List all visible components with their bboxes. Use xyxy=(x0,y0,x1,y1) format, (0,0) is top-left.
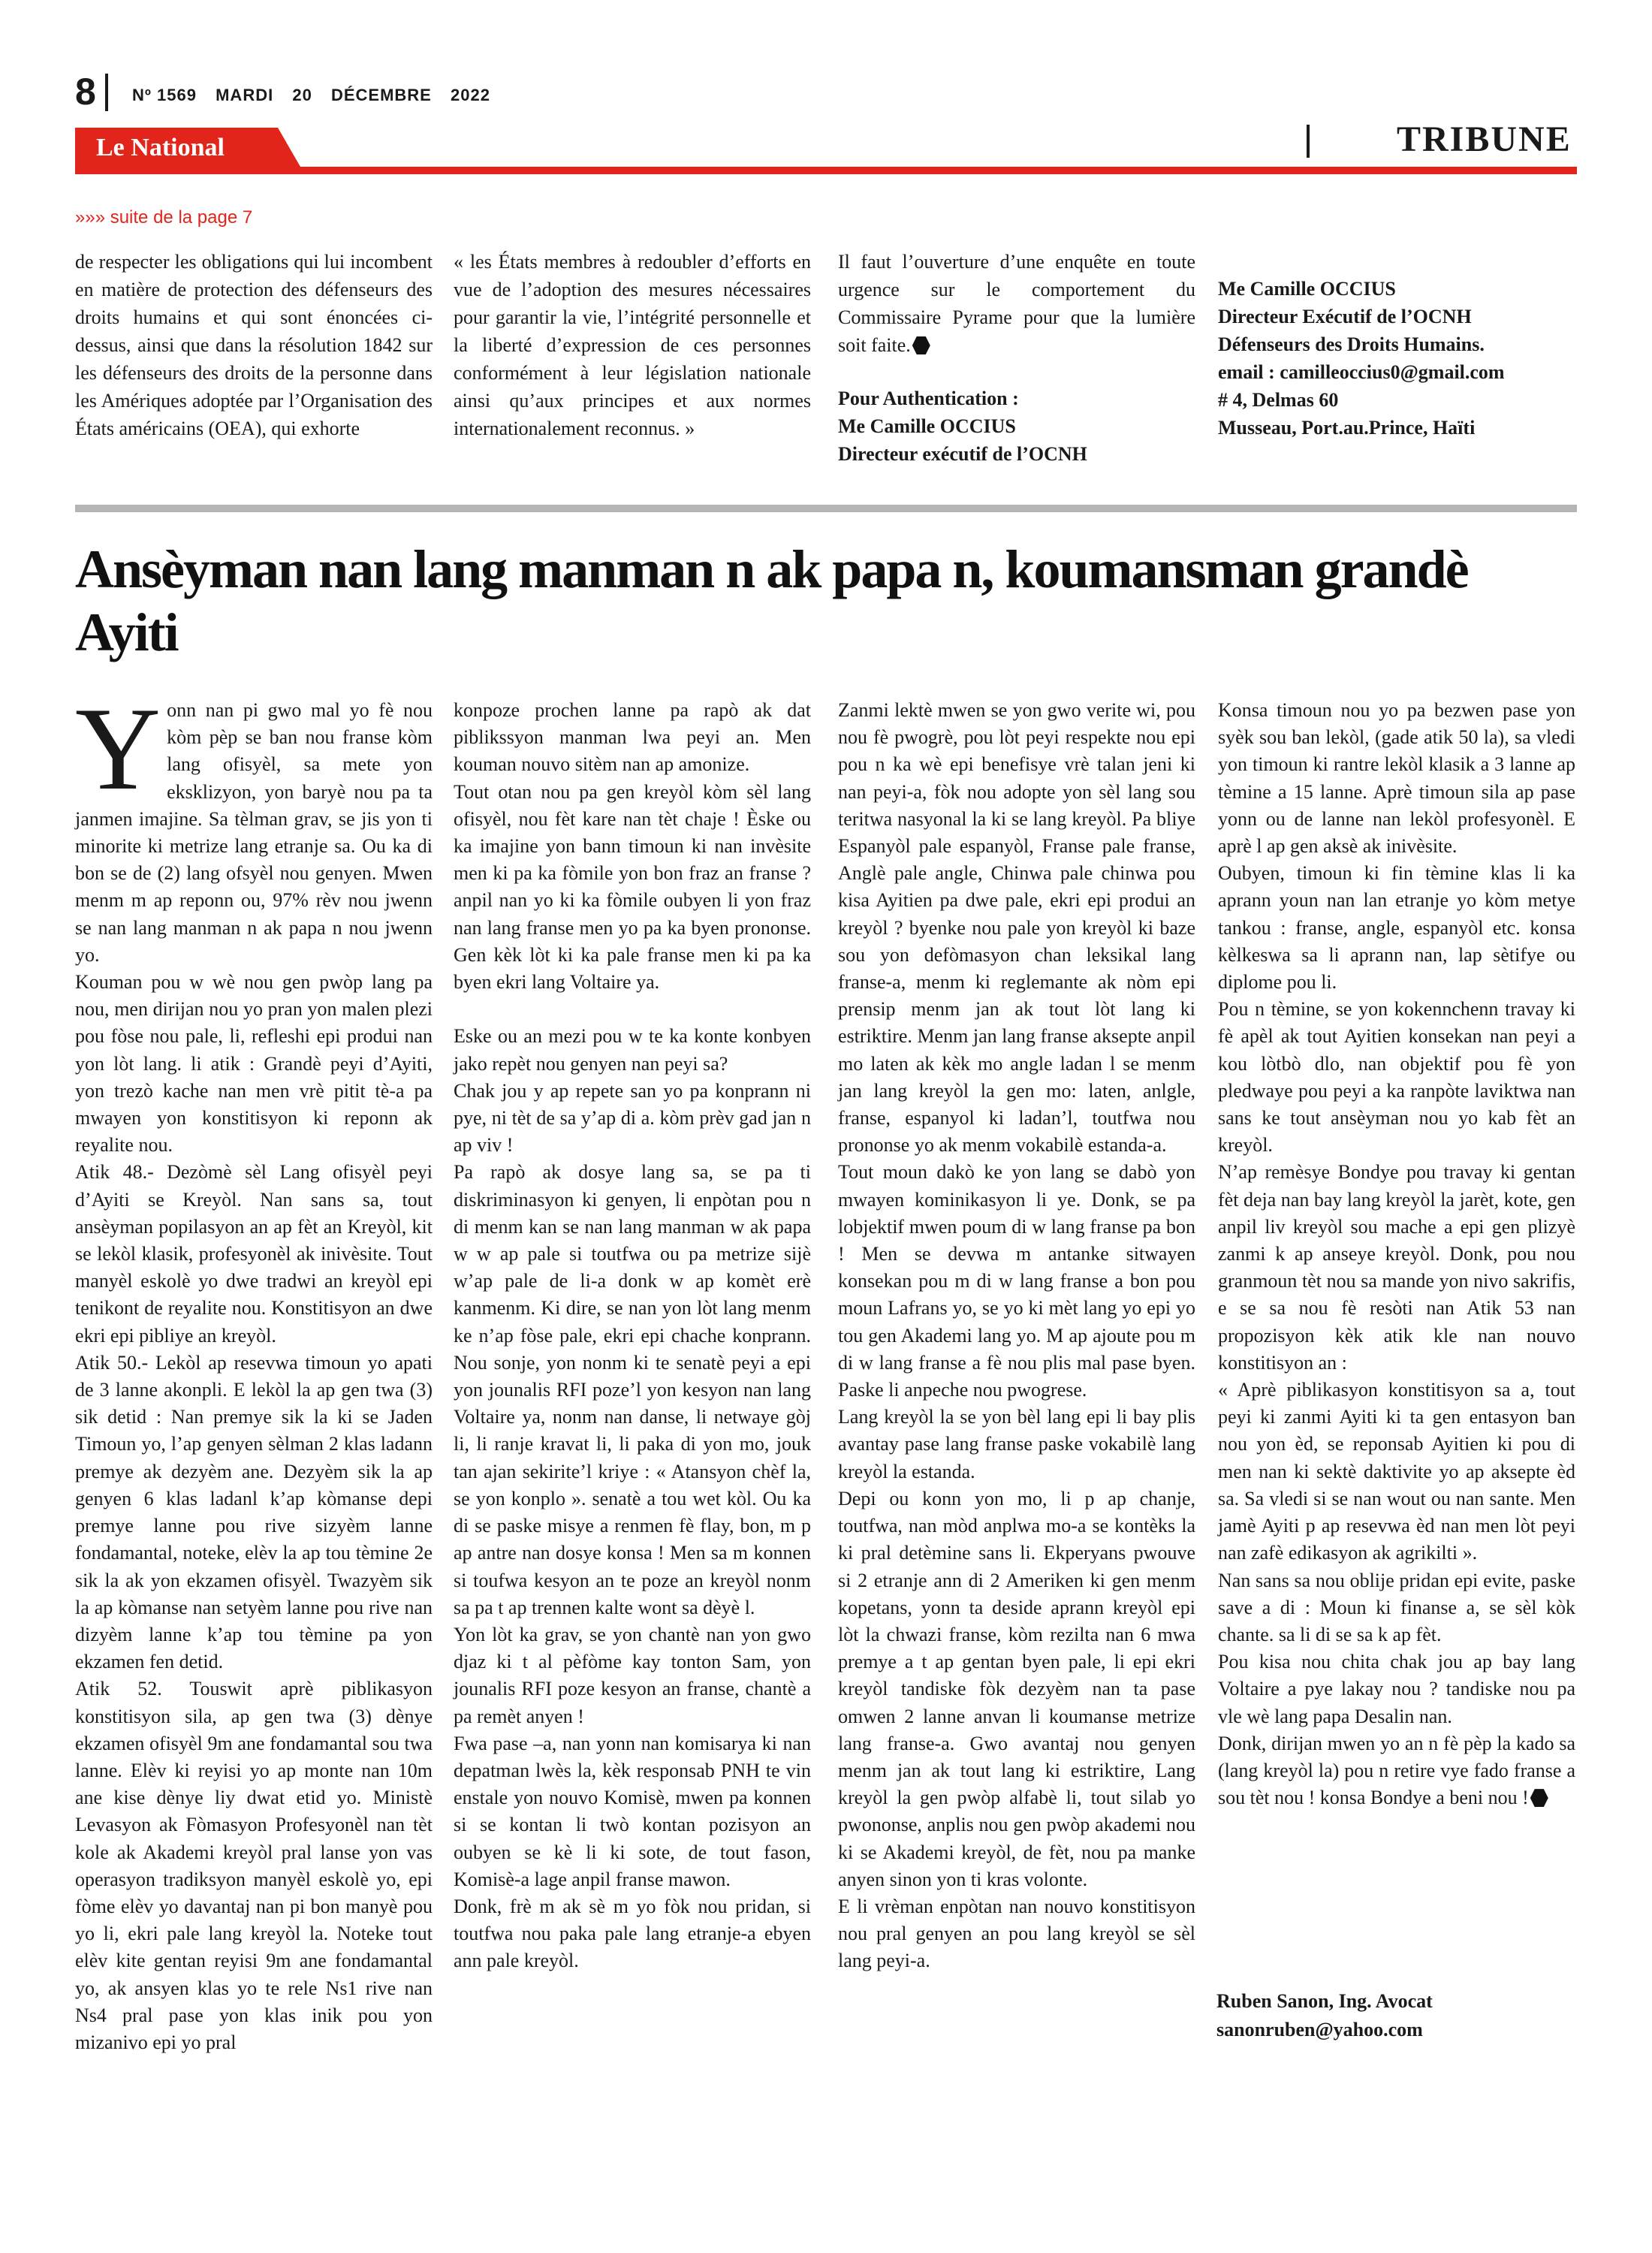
paragraph: Atik 50.- Lekòl ap resevwa timoun yo apati de 3 lanne akonpli. E lekòl la ap gen twa (3) sik detid : Nan premye sik la ki se Jaden Timoun yo, l’ap genyen sèlman 2 klas ladann premye ak dezyèm ane. Dezyèm sik la ap genyen 6 klas ladanl k’ap kòmanse depi premye lanne pou rive sizyèm lanne fondamantal, noteke, elèv la ap tou tèmine 2e sik la ak yon ekzamen ofisyèl. Twazyèm sik la ap kòmanse nan setyèm lanne pou rive nan dizyèm lanne k’ap tou tèmine pa yon ekzamen fen detid. xyxy=(75,1351,433,1673)
continued-column-3-text: Il faut l’ouverture d’une enquête en toute urgence sur le comportement du Commissaire Pyrame pour que la lumière soit faite. xyxy=(838,251,1195,356)
author-email: sanonruben@yahoo.com xyxy=(1216,2019,1423,2040)
paragraph: Oubyen, timoun ki fin tèmine klas li ka aprann youn nan lan etranje yo kòm metye tankou : franse, angle, espanyòl etc. konsa kèlkeswa sa li aprann nan, lap sètifye ou diplome pou li. xyxy=(1218,862,1575,994)
paragraph: Eske ou an mezi pou w te ka konte konbyen jako repèt nou genyen nan peyi sa? xyxy=(454,1025,811,1075)
header-divider xyxy=(105,74,108,111)
paragraph: « Aprè piblikasyon konstitisyon sa a, tout peyi ki zanmi Ayiti ki ta gen entasyon ban nou yon èd, se reponsab Ayitien ki pou di men nan ki sektè daktivite yo ap aksepte èd sa. Sa vledi si se nan wout ou nan sante. Men jamè Ayiti p ap resevwa èd nan men lòt peyi nan zafè edikasyon ak agrikilti ». xyxy=(1218,1379,1575,1564)
end-mark-icon xyxy=(1530,1789,1548,1807)
page-number: 8 xyxy=(75,71,96,113)
auth-line: Me Camille OCCIUS xyxy=(838,415,1016,437)
signature-email: email : camilleoccius0@gmail.com xyxy=(1218,361,1505,383)
drop-cap: Y xyxy=(75,683,161,815)
continued-from-label: »»» suite de la page 7 xyxy=(75,207,253,228)
article-column-4 xyxy=(1218,697,1575,1811)
signature-line: Défenseurs des Droits Humains. xyxy=(1218,333,1485,355)
end-mark-icon xyxy=(912,336,930,354)
paragraph: Nan sans sa nou oblije pridan epi evite, paske save a di : Moun ki finanse a, se sèl kòk chante. sa li di se sa k ap fèt. xyxy=(1218,1569,1575,1645)
signature-line: Directeur Exécutif de l’OCNH xyxy=(1218,306,1472,327)
paragraph: onn nan pi gwo mal yo fè nou kòm pèp se ban nou franse kòm lang ofisyèl, sa mete yon eksklizyon, yon baryè nou pa ta janmen imajine. Sa tèlman grav, se jis yon ti minorite ki metrize lang etranje sa. Ou ka di bon se de (2) lang ofsyèl nou genyen. Mwen menm m ap reponn ou, 97% rèv nou jwenn se nan lang manman n ak papa n nou jwenn yo. xyxy=(75,699,433,966)
paragraph: Kouman pou w wè nou gen pwòp lang pa nou, men dirijan nou yo pran yon malen plezi pou fòse nou pale, li, refleshi epi produi nan yon lòt lang. li atik : Grandè peyi d’Ayiti, yon trezò kache nan men vrè pitit tè-a pa mwayen yon konstitisyon ki reponn ak reyalite nou. xyxy=(75,971,433,1157)
paragraph-spacer xyxy=(454,996,811,1023)
header-red-rule xyxy=(75,167,1577,174)
paragraph: Yon lòt ka grav, se yon chantè nan yon gwo djaz ki t al pèfòme kay tonton Sam, yon jounalis RFI poze kesyon an franse, chantè a pa remèt anyen ! xyxy=(454,1623,811,1727)
paragraph: Depi ou konn yon mo, li p ap chanje, toutfwa, nan mòd anplwa mo-a se kontèks la ki pral detèmine sans li. Ekperyans pwouve si 2 etranje ann di 2 Ameriken ki gen menm kopetans, yonn ta deside aprann kreyòl epi lòt la chwazi franse, kòm rezilta nan 6 mwa premye a t ap gentan byen pale, li epi ekri kreyòl tandiske fòk dezyèm nan ta pase omwen 2 lanne anvan li koumanse metrize lang franse-a. Gwo avantaj nou genyen menm jan ak tout lang ki estriktire, Lang kreyòl la gen pwòp alfabè li, tout silab yo pwononse, anplis nou gen pwòp akademi nou ki se Akademi kreyòl, de fèt, nou pa manke anyen sinon yon ti kras volonte. xyxy=(838,1487,1195,1890)
article-headline: Ansèyman nan lang manman n ak papa n, koumansman grandè Ayiti xyxy=(75,539,1468,662)
author-name: Ruben Sanon, Ing. Avocat xyxy=(1216,1990,1433,2012)
auth-line: Directeur exécutif de l’OCNH xyxy=(838,443,1087,465)
issue-year: 2022 xyxy=(450,86,490,104)
article-column-2 xyxy=(454,697,811,1975)
issue-date-day: 20 xyxy=(292,86,312,104)
paragraph: Atik 48.- Dezòmè sèl Lang ofisyèl peyi d’Ayiti se Kreyòl. Nan sans sa, tout ansèyman popilasyon an ap fèt an Kreyòl, kit se lekòl klasik, profesyonèl ak inivèsite. Tout manyèl eskolè yo dwe tradwi an kreyòl epi tenikont de reyalite nou. Konstitisyon an dwe ekri epi pibliye an kreyòl. xyxy=(75,1161,433,1347)
paragraph: Zanmi lektè mwen se yon gwo verite wi, pou nou fè pwogrè, pou lòt peyi respekte nou epi pou n ka wè epi benefisye vrè talan jeni ki nan peyi-a, fòk nou adopte yon sèl lang sou teritwa nasyonal la ki se lang kreyòl. Pa bliye Espanyòl pale espanyòl, Franse pale franse, Anglè pale angle, Chinwa pale chinwa pou kisa Ayitien pa dwe pale, ekri epi produi an kreyòl ? byenke nou pale yon kreyòl ki baze sou yon defòmasyon chan leksikal lang franse-a, menm ki reglemante ak nòm epi prensip menm jan ak tout lòt lang ki estriktire. Menm jan lang franse aksepte anpil mo laten ak kèk mo angle ladan l se menm jan lang kreyòl la gen mo: laten, anlgle, franse, espanyol ki ladan’l, toutfwa nou prononse yo ak menm vokabilè estanda-a. xyxy=(838,699,1195,1157)
paragraph: Pa rapò ak dosye lang sa, se pa ti diskriminasyon ki genyen, li enpòtan pou n di menm kan se nan lang manman w ak papa w w ap pale si toutfwa ou pa metrize sijè w’ap pale de li-a donk w ap komèt erè kanmenm. Ki dire, se nan yon lòt lang menm ke n’ap fòse pale, ekri epi chache konprann. Nou sonje, yon nonm ki te senatè peyi a epi yon jounalis RFI poze’l yon kesyon nan lang Voltaire ya, nonm nan danse, li netwaye gòj li, li ranje kravat li, li paka di yon mo, jouk tan ajan sekirite’l kriye : « Atansyon chèf la, se yon konplo ». senatè a tou wet kòl. Ou ka di se paske misye a renmen fè flay, bon, m p ap antre nan dosye konsa ! Men sa m konnen si toufwa kesyon an te poze an kreyòl nonm sa pa t ap trennen kalte wont sa dèyè l. xyxy=(454,1161,811,1618)
issue-month: DÉCEMBRE xyxy=(330,86,432,104)
authentication-block xyxy=(838,385,1087,468)
paragraph: Lang kreyòl la se yon bèl lang epi li bay plis avantay pase lang franse paske vokabilè lang kreyòl la estanda. xyxy=(838,1406,1195,1482)
paragraph: N’ap remèsye Bondye pou travay ki gentan fèt deja nan bay lang kreyòl la jarèt, kote, gen anpil liv kreyòl sou mache a epi gen plizyè zanmi k ap anseye kreyòl. Donk, pou nou granmoun tèt nou sa mande yon nivo sakrifis, e se sa nou fè resòti nan Atik 53 nan propozisyon kèk atik kle nan nouvo konstitisyon an : xyxy=(1218,1161,1575,1374)
paragraph: Tout moun dakò ke yon lang se dabò yon mwayen kominikasyon li ye. Donk, se pa lobjektif mwen poum di w lang franse pa bon ! Men se devwa m antanke sitwayen konsekan pou m di w lang franse a bon pou moun Lafrans yo, se yo ki mèt lang yo epi yo tou gen Akademi lang yo. M ap ajoute pou m di w lang franse a fè nou plis mal pase byen. Paske li anpeche nou pwogrese. xyxy=(838,1161,1195,1401)
issue-line xyxy=(132,86,504,105)
paragraph-text: Donk, dirijan mwen yo an n fè pèp la kado sa (lang kreyòl la) pou n retire vye fado franse a sou tèt nou ! konsa Bondye a beni nou ! xyxy=(1218,1732,1575,1809)
paragraph: Pou kisa nou chita chak jou ap bay lang Voltaire a pye lakay nou ? tandiske nou pa vle wè lang papa Desalin nan. xyxy=(1218,1651,1575,1727)
article-column-3 xyxy=(838,697,1195,1975)
paragraph: Pou n tèmine, se yon kokennchenn travay ki fè apèl ak tout Ayitien konsekan nan peyi a kou lòtbò dlo, nan objektif pou fè yon pledwaye pou peyi a ka ranpòte laviktwa nan sans ke tout ansèyman nou yo kab fèt an kreyòl. xyxy=(1218,998,1575,1157)
paragraph: Chak jou y ap repete san yo pa konprann ni pye, ni tèt de sa y’ap di a. kòm prèv gad jan n ap viv ! xyxy=(454,1079,811,1157)
paragraph: Tout otan nou pa gen kreyòl kòm sèl lang ofisyèl, nou fèt kare nan tèt chaje ! Èske ou ka imajine yon bann timoun ki nan invèsite men ki pa ka fòmile yon bon fraz an franse ? anpil nan yo ki ka fòmile oubyen li yon fraz nan lang franse men yo pa ka byen prononse. Gen kèk lòt ki ka pale franse men ki pa ka byen ekri lang Voltaire ya. xyxy=(454,780,811,994)
issue-day: MARDI xyxy=(216,86,274,104)
article-column-1 xyxy=(75,683,433,2056)
paragraph: E li vrèman enpòtan nan nouvo konstitisyon nou pral genyen an pou lang kreyòl se sèl lang peyi-a. xyxy=(838,1895,1195,1972)
brand-name: Le National xyxy=(96,134,225,161)
section-divider xyxy=(1307,125,1310,158)
paragraph: konpoze prochen lanne pa rapò ak dat piblikssyon manman lwa peyi an. Men kouman nouvo sitèm nan ap amonize. xyxy=(454,699,811,776)
paragraph: Konsa timoun nou yo pa bezwen pase yon syèk sou ban lekòl, (gade atik 50 la), sa vledi yon timoun ki rantre lekòl klasik a 3 lanne ap tèmine a 15 lanne. Aprè timoun sila ap pase yonn ou de lanne nan lekòl profesyonèl. E aprè l ap gen aksè ak inivèsite. xyxy=(1218,699,1575,858)
article-separator xyxy=(75,505,1577,512)
paragraph: Atik 52. Touswit aprè piblikasyon konstitisyon sila, ap gen twa (3) dènye ekzamen ofisyèl 9m ane fondamantal sou twa lanne. Elèv ki reyisi yo ap monte nan 10m ane kise dènye liy dwat etid yo. Ministè Levasyon ak Fòmasyon Profesyonèl nan tèt kole ak Akademi kreyòl pral lanse yon vas operasyon tradiksyon manyèl eskolè yo, epi fòme elèv yo davantaj nan pi bon manyè pou yo li, ekri pale lang kreyòl la. Noteke tout elèv kite gentan reyisi 9m ane fondamantal yo, ak ansyen klas yo te rele Ns1 rive nan Ns4 pral pase yon klas inik pou yon mizanivo epi yo pral xyxy=(75,1678,433,2053)
continued-column-2: « les États membres à redoubler d’efforts en vue de l’adoption des mesures nécessaires pour garantir la vie, l’intégrité personnelle et la liberté d’expression de ces personnes conformément à leur législation nationale ainsi qu’aux principes et aux normes internationalement reconnus. » xyxy=(454,251,811,439)
issue-number: Nº 1569 xyxy=(132,86,197,104)
paragraph: Fwa pase –a, nan yonn nan komisarya ki nan depatman lwès la, kèk responsab PNH te vin enstale yon nouvo Komisè, mwen pa konnen si se kontan li twò kontan pozisyon an oubyen se kè li ki sote, de tout fason, Komisè-a lage anpil franse mawon. xyxy=(454,1732,811,1890)
signature-line: Musseau, Port.au.Prince, Haïti xyxy=(1218,417,1476,439)
signature-line: # 4, Delmas 60 xyxy=(1218,389,1339,411)
author-byline xyxy=(1216,1987,1433,2044)
signature-line: Me Camille OCCIUS xyxy=(1218,278,1396,300)
paragraph-final xyxy=(1218,1730,1575,1812)
section-title: TRIBUNE xyxy=(1397,119,1572,159)
auth-line: Pour Authentication : xyxy=(838,388,1019,409)
signature-block xyxy=(1218,275,1505,442)
continued-column-3 xyxy=(838,248,1195,359)
continued-column-1: de respecter les obligations qui lui incombent en matière de protection des défenseurs des droits humains et qui sont énoncées ci-dessus, ainsi que dans la résolution 1842 sur les défenseurs des droits de la personne dans les Amériques adoptée par l’Organisation des États américains (OEA), qui exhorte xyxy=(75,251,433,439)
paragraph: Donk, frè m ak sè m yo fòk nou pridan, si toutfwa nou paka pale lang etranje-a ebyen ann pale kreyòl. xyxy=(454,1895,811,1972)
